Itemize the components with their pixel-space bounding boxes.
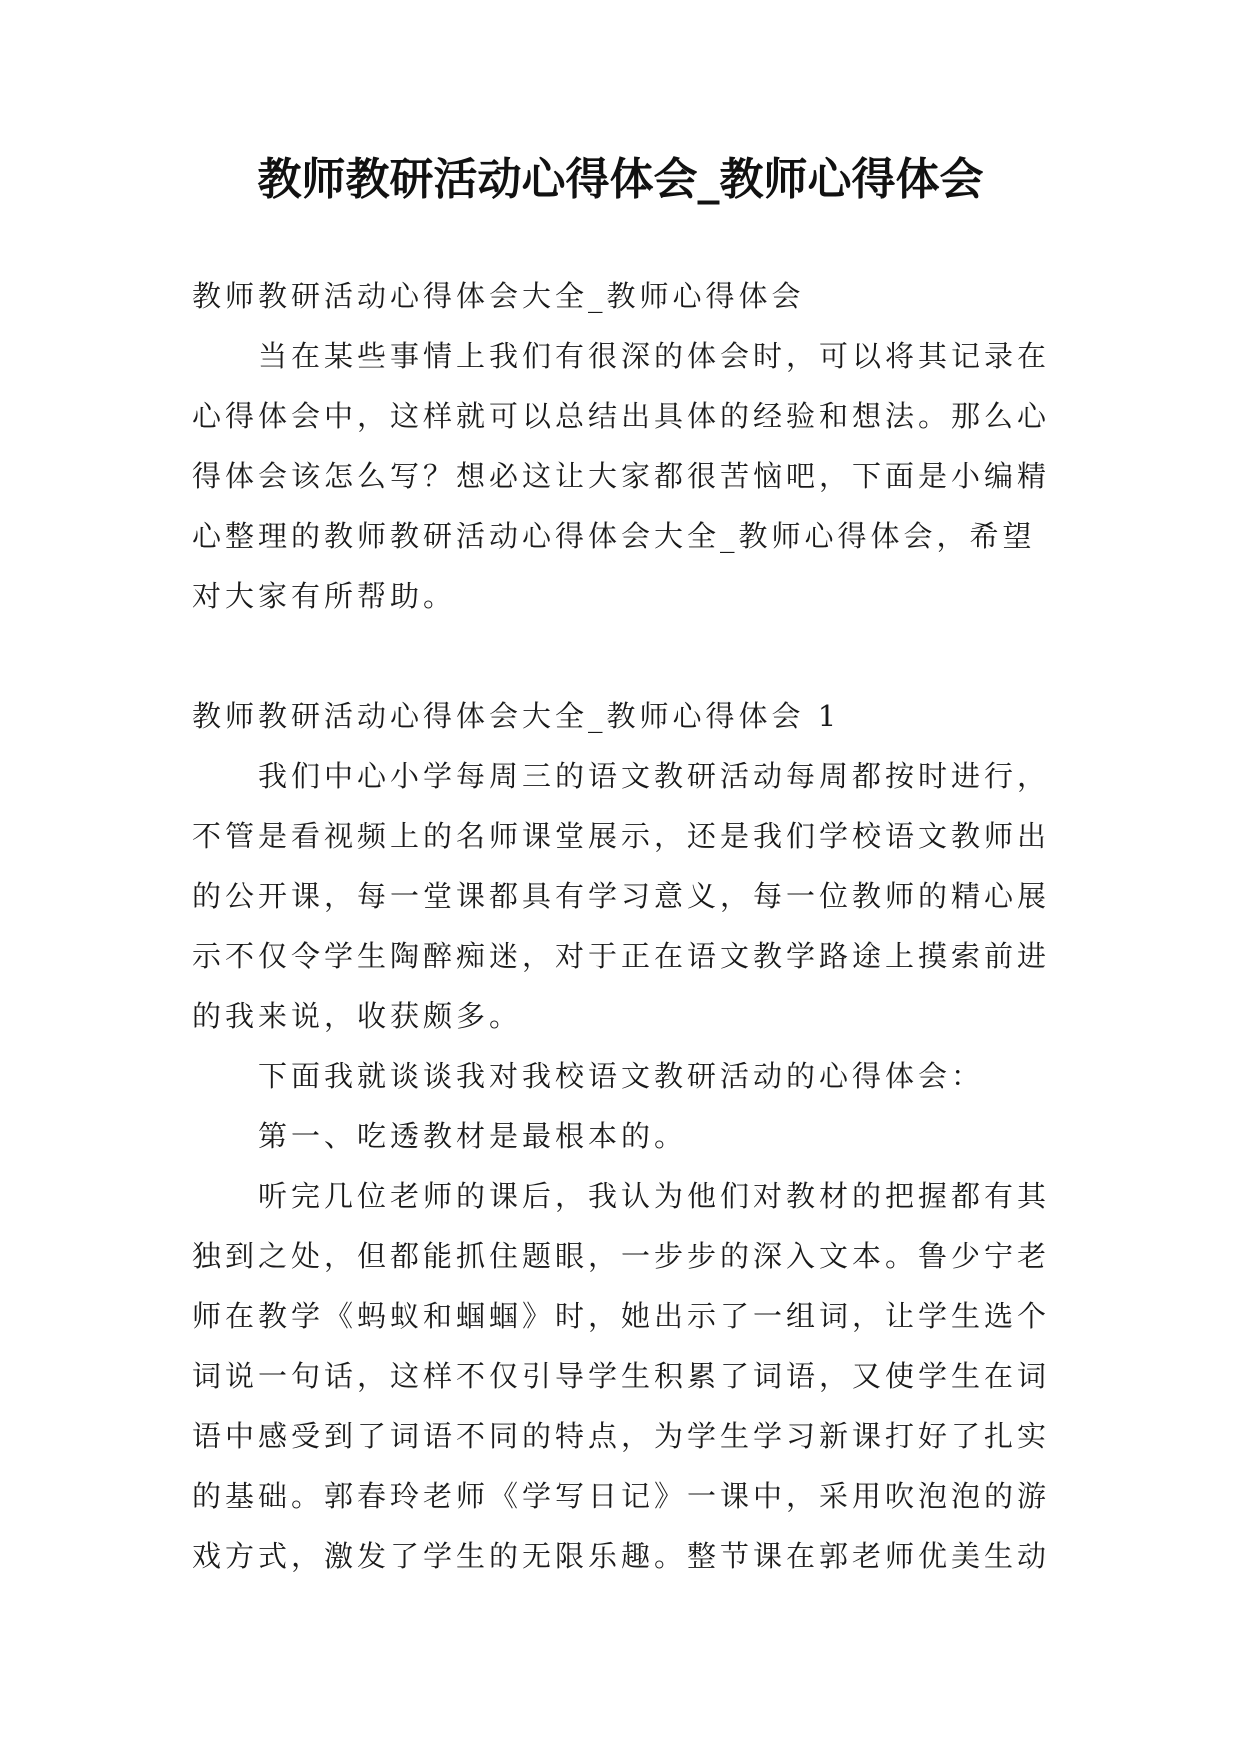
text-line: 语中感受到了词语不同的特点，为学生学习新课打好了扎实 <box>192 1419 1051 1453</box>
text-line: 听完几位老师的课后，我认为他们对教材的把握都有其 <box>258 1179 1051 1213</box>
text-line: 的公开课，每一堂课都具有学习意义，每一位教师的精心展 <box>192 879 1051 913</box>
text-line: 师在教学《蚂蚁和蝈蝈》时，她出示了一组词，让学生选个 <box>192 1299 1051 1333</box>
text-line: 词说一句话，这样不仅引导学生积累了词语，又使学生在词 <box>192 1359 1051 1393</box>
text-line: 不管是看视频上的名师课堂展示，还是我们学校语文教师出 <box>192 819 1051 853</box>
document-title: 教师教研活动心得体会_教师心得体会 <box>257 154 984 205</box>
document-body <box>192 266 1064 1586</box>
text-line: 示不仅令学生陶醉痴迷，对于正在语文教学路途上摸索前进 <box>192 939 1051 973</box>
text-line: 的我来说，收获颇多。 <box>192 999 523 1033</box>
paragraph-gap <box>192 626 1064 686</box>
text-line: 教师教研活动心得体会大全_教师心得体会 1 <box>192 699 841 733</box>
text-line: 下面我就谈谈我对我校语文教研活动的心得体会： <box>258 1059 985 1093</box>
text-line: 心整理的教师教研活动心得体会大全_教师心得体会，希望 <box>192 519 1036 553</box>
text-line: 独到之处，但都能抓住题眼，一步步的深入文本。鲁少宁老 <box>192 1239 1051 1273</box>
text-line: 得体会该怎么写？想必这让大家都很苦恼吧，下面是小编精 <box>192 459 1051 493</box>
text-line: 的基础。郭春玲老师《学写日记》一课中，采用吹泡泡的游 <box>192 1479 1051 1513</box>
text-line: 戏方式，激发了学生的无限乐趣。整节课在郭老师优美生动 <box>192 1539 1051 1573</box>
text-line: 心得体会中，这样就可以总结出具体的经验和想法。那么心 <box>192 399 1051 433</box>
text-line: 教师教研活动心得体会大全_教师心得体会 <box>192 279 805 313</box>
text-line: 当在某些事情上我们有很深的体会时，可以将其记录在 <box>258 339 1051 373</box>
text-line: 我们中心小学每周三的语文教研活动每周都按时进行， <box>258 759 1051 793</box>
text-line: 对大家有所帮助。 <box>192 579 457 613</box>
text-line: 第一、吃透教材是最根本的。 <box>258 1119 688 1153</box>
